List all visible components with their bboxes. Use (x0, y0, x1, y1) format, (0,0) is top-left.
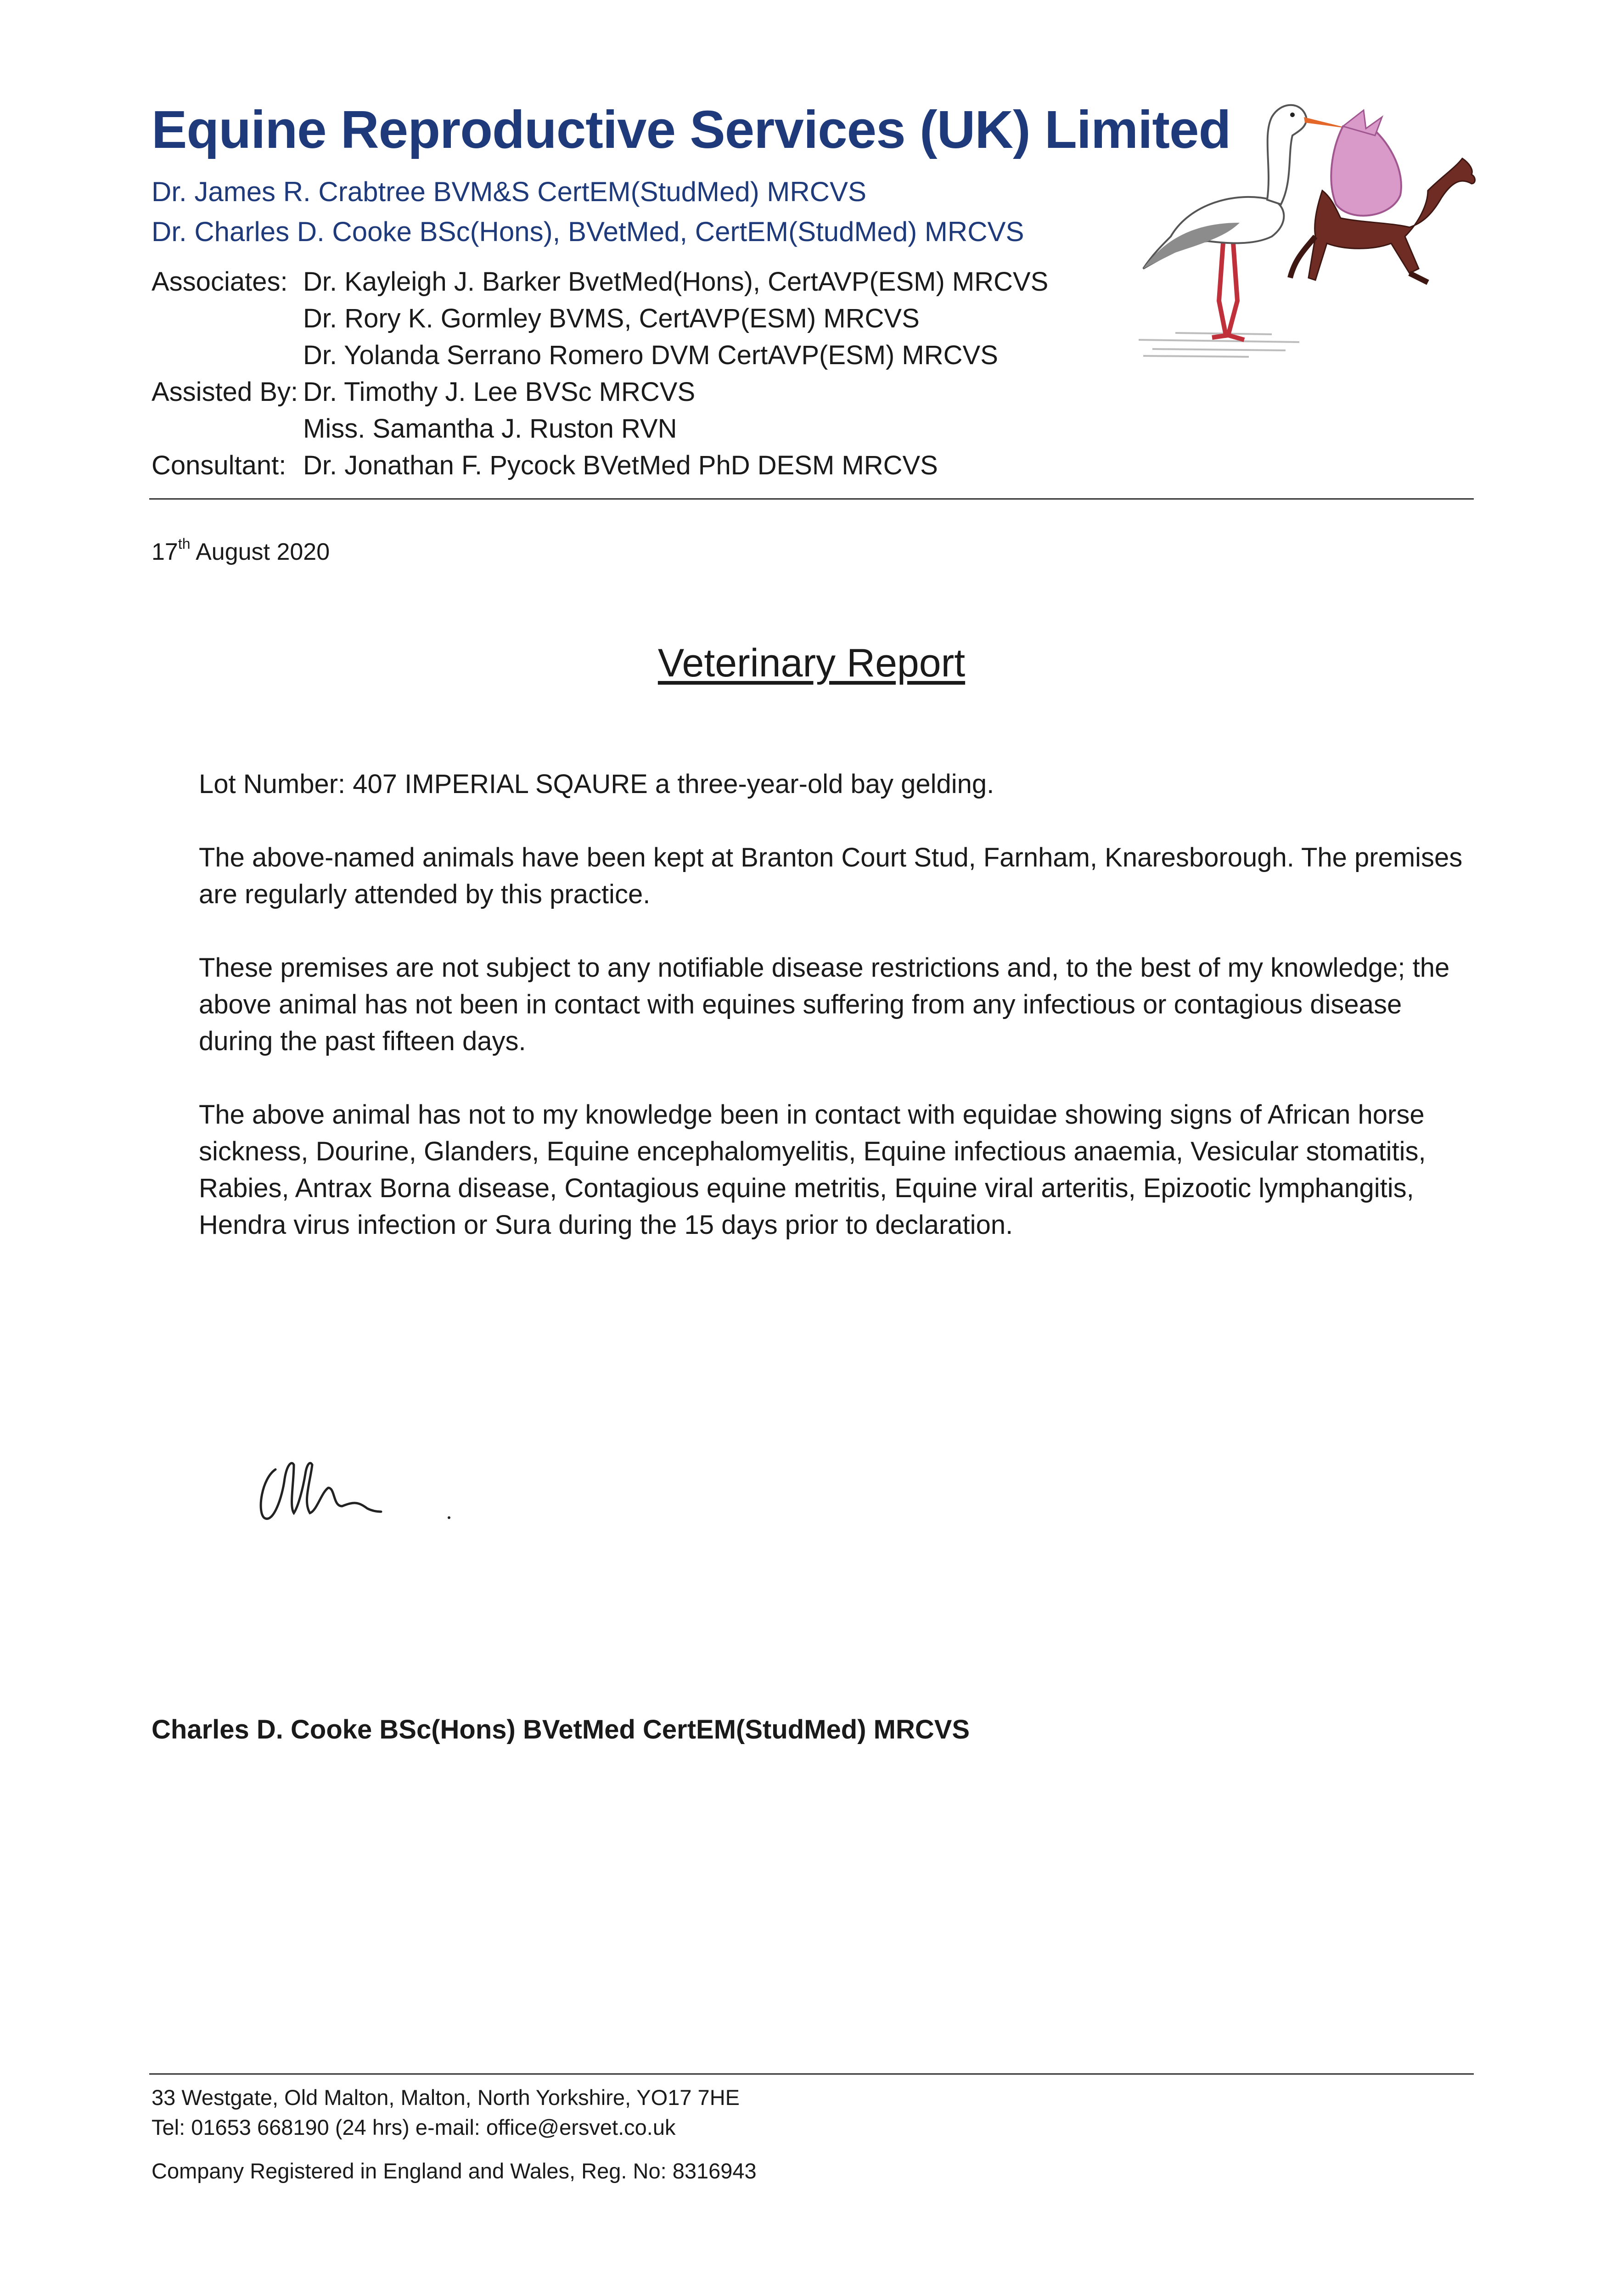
assisted-by-label: Assisted By: (152, 377, 298, 407)
footer-contact: Tel: 01653 668190 (24 hrs) e-mail: office@ersvet.co.uk (152, 2115, 676, 2139)
letter-date (152, 535, 330, 566)
signatory-name: Charles D. Cooke BSc(Hons) BVetMed CertEM(StudMed) MRCVS (152, 1715, 970, 1745)
date-day: 17 (152, 539, 178, 565)
director-2: Dr. Charles D. Cooke BSc(Hons), BVetMed, CertEM(StudMed) MRCVS (152, 216, 1024, 247)
body-paragraph-4 (199, 1097, 1475, 1244)
premises-text: The above-named animals have been kept at Branton Court Stud, Farnham, Knaresborough. The premises are regularly attended by this practice. (199, 843, 1463, 909)
stork-eye (1290, 113, 1295, 117)
foal-hoof (1410, 273, 1428, 282)
date-suffix: th (178, 535, 191, 552)
report-title: Veterinary Report (657, 641, 966, 685)
associate-3: Dr. Yolanda Serrano Romero DVM CertAVP(ESM) MRCVS (303, 340, 998, 370)
associate-2: Dr. Rory K. Gormley BVMS, CertAVP(ESM) MRCVS (303, 304, 920, 333)
header-divider (149, 498, 1474, 500)
stork-legs (1212, 236, 1244, 340)
company-name: Equine Reproductive Services (UK) Limited (152, 100, 1231, 159)
restrictions-text: These premises are not subject to any notifiable disease restrictions and, to the best of my knowledge; the above animal has not been in contact with equines suffering from any infectious or contagious disease during the past fifteen days. (199, 953, 1450, 1056)
consultant-label: Consultant: (152, 450, 286, 480)
bundle (1331, 126, 1401, 216)
footer-registration: Company Registered in England and Wales, Reg. No: 8316943 (152, 2159, 757, 2183)
body-paragraph-1 (199, 766, 1475, 803)
stork-neck (1267, 105, 1306, 204)
assistant-2: Miss. Samantha J. Ruston RVN (303, 414, 677, 444)
body-paragraph-3 (199, 950, 1475, 1060)
associates-label: Associates: (152, 267, 288, 297)
director-1: Dr. James R. Crabtree BVM&S CertEM(StudMed) MRCVS (152, 176, 867, 207)
date-month-year: August 2020 (190, 539, 330, 565)
stork-carrying-foal-logo (1134, 85, 1483, 360)
footer-divider (149, 2073, 1474, 2075)
assistant-1: Dr. Timothy J. Lee BVSc MRCVS (303, 377, 696, 407)
consultant: Dr. Jonathan F. Pycock BVetMed PhD DESM MRCVS (303, 450, 938, 480)
lot-number-text: Lot Number: 407 IMPERIAL SQAURE a three-year-old bay gelding. (199, 769, 994, 799)
disease-declaration-text: The above animal has not to my knowledge been in contact with equidae showing signs of African horse sickness, Dourine, Glanders, Equine encephalomyelitis, Equine infectious anaemia, Vesicular stomatitis, Rabies, Antrax Borna disease, Contagious equine metritis, Equine viral arteritis, Epizootic lymphangitis, Hendra virus infection or Sura during the 15 days prior to declaration. (199, 1100, 1426, 1240)
handwritten-signature (248, 1433, 468, 1543)
body-paragraph-2 (199, 839, 1475, 913)
associate-1: Dr. Kayleigh J. Barker BvetMed(Hons), CertAVP(ESM) MRCVS (303, 267, 1049, 297)
footer-address: 33 Westgate, Old Malton, Malton, North Yorkshire, YO17 7HE (152, 2085, 740, 2110)
